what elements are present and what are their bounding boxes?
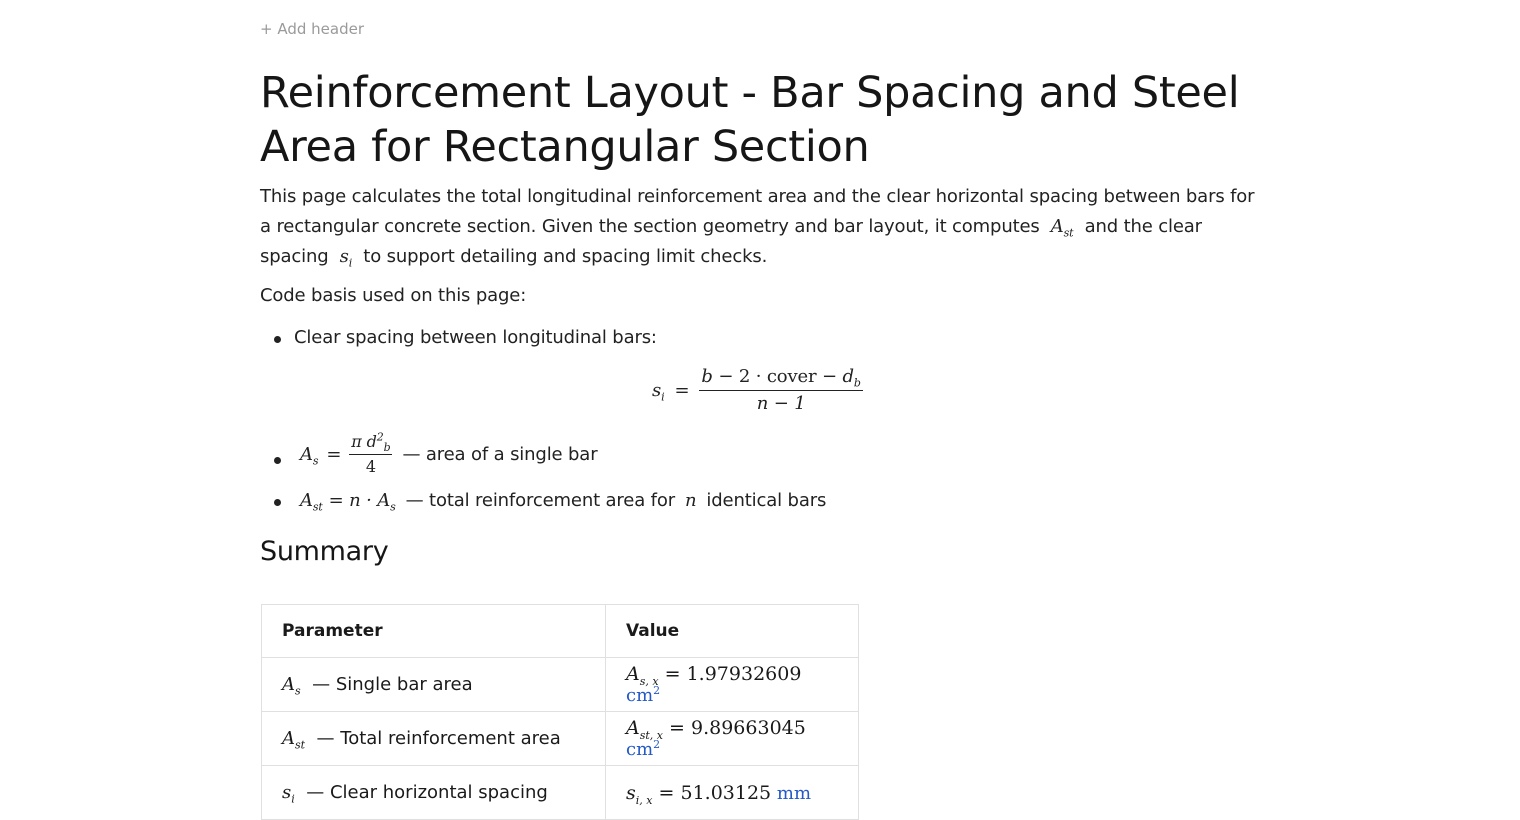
- value-unit: $cm^2$: [626, 738, 661, 760]
- value-cell: [606, 712, 859, 766]
- summary-table: [261, 604, 859, 820]
- parameter-symbol: $s_i$: [282, 782, 295, 806]
- formula-rhs: = $n \cdot A_s$: [328, 490, 396, 514]
- symbol-ast: $A_{st}$: [1050, 216, 1074, 240]
- value-cell: [606, 658, 859, 712]
- total-area-formula: [300, 490, 827, 514]
- value-expression: $A_{s, x} = 1.97932609$: [626, 663, 802, 688]
- formula-equals: =: [674, 379, 690, 401]
- table-row: [262, 766, 859, 820]
- intro-paragraph: [260, 182, 1260, 272]
- parameter-cell: [262, 658, 606, 712]
- value-expression: $s_{i, x} = 51.03125$: [626, 781, 772, 807]
- code-rules-list: [260, 322, 1260, 524]
- bullet-dot: [274, 499, 281, 506]
- value-expression: $A_{st, x} = 9.89663045$: [626, 717, 806, 742]
- rule-clear-spacing-label: Clear spacing between longitudinal bars:: [294, 327, 657, 348]
- formula-lhs: $s_i$: [652, 379, 665, 404]
- intro-text-1: This page calculates the total longitudinal reinforcement area and the clear horizontal spacing between bars for a rectangular concrete section. Given the section geometry and bar layout, it computes: [260, 186, 1255, 237]
- rule-total-area: [260, 484, 1260, 524]
- single-bar-text: — area of a single bar: [402, 443, 598, 465]
- value-unit: $cm^2$: [626, 684, 661, 706]
- column-header-value: Value: [606, 605, 859, 658]
- rule-clear-spacing: [260, 322, 1260, 426]
- parameter-cell: [262, 712, 606, 766]
- parameter-symbol: $A_s$: [282, 674, 301, 698]
- table-row: [262, 712, 859, 766]
- intro-text-2: and the clear spacing: [260, 216, 1202, 267]
- single-bar-formula: [300, 432, 597, 476]
- formula-fraction: [699, 366, 862, 414]
- symbol-n: n: [684, 490, 697, 511]
- parameter-cell: [262, 766, 606, 820]
- clear-spacing-formula: [652, 366, 863, 414]
- add-header-button[interactable]: + Add header: [260, 20, 364, 38]
- value-cell: [606, 766, 859, 820]
- table-header-row: [262, 605, 859, 658]
- formula-denominator: 4: [365, 457, 376, 476]
- formula-equals: =: [326, 443, 342, 465]
- formula-fraction: [349, 432, 392, 476]
- bullet-dot: [274, 336, 281, 343]
- rule-single-bar: [260, 426, 1260, 484]
- value-unit: mm: [776, 782, 812, 804]
- summary-heading: Summary: [260, 536, 389, 567]
- parameter-label: — Total reinforcement area: [316, 728, 561, 749]
- parameter-symbol: $A_{st}$: [282, 728, 306, 752]
- parameter-label: — Clear horizontal spacing: [306, 782, 548, 803]
- formula-denominator: n − 1: [756, 393, 806, 414]
- formula-lhs: $A_s$: [300, 443, 319, 468]
- formula-numerator: b − 2 · cover − $d_b$: [701, 366, 861, 390]
- formula-lhs: $A_{st}$: [300, 490, 323, 514]
- code-basis-label: Code basis used on this page:: [260, 285, 527, 306]
- intro-text-3: to support detailing and spacing limit checks.: [363, 246, 768, 267]
- column-header-parameter: Parameter: [262, 605, 606, 658]
- formula-numerator: π $d^2_b$: [351, 430, 391, 455]
- total-area-text-2: identical bars: [706, 490, 827, 511]
- table-row: [262, 658, 859, 712]
- parameter-label: — Single bar area: [312, 674, 473, 695]
- page-title: Reinforcement Layout - Bar Spacing and Steel Area for Rectangular Section: [260, 68, 1240, 172]
- symbol-si: $s_i$: [339, 246, 353, 270]
- bullet-dot: [274, 457, 281, 464]
- total-area-text-1: — total reinforcement area for: [405, 490, 675, 511]
